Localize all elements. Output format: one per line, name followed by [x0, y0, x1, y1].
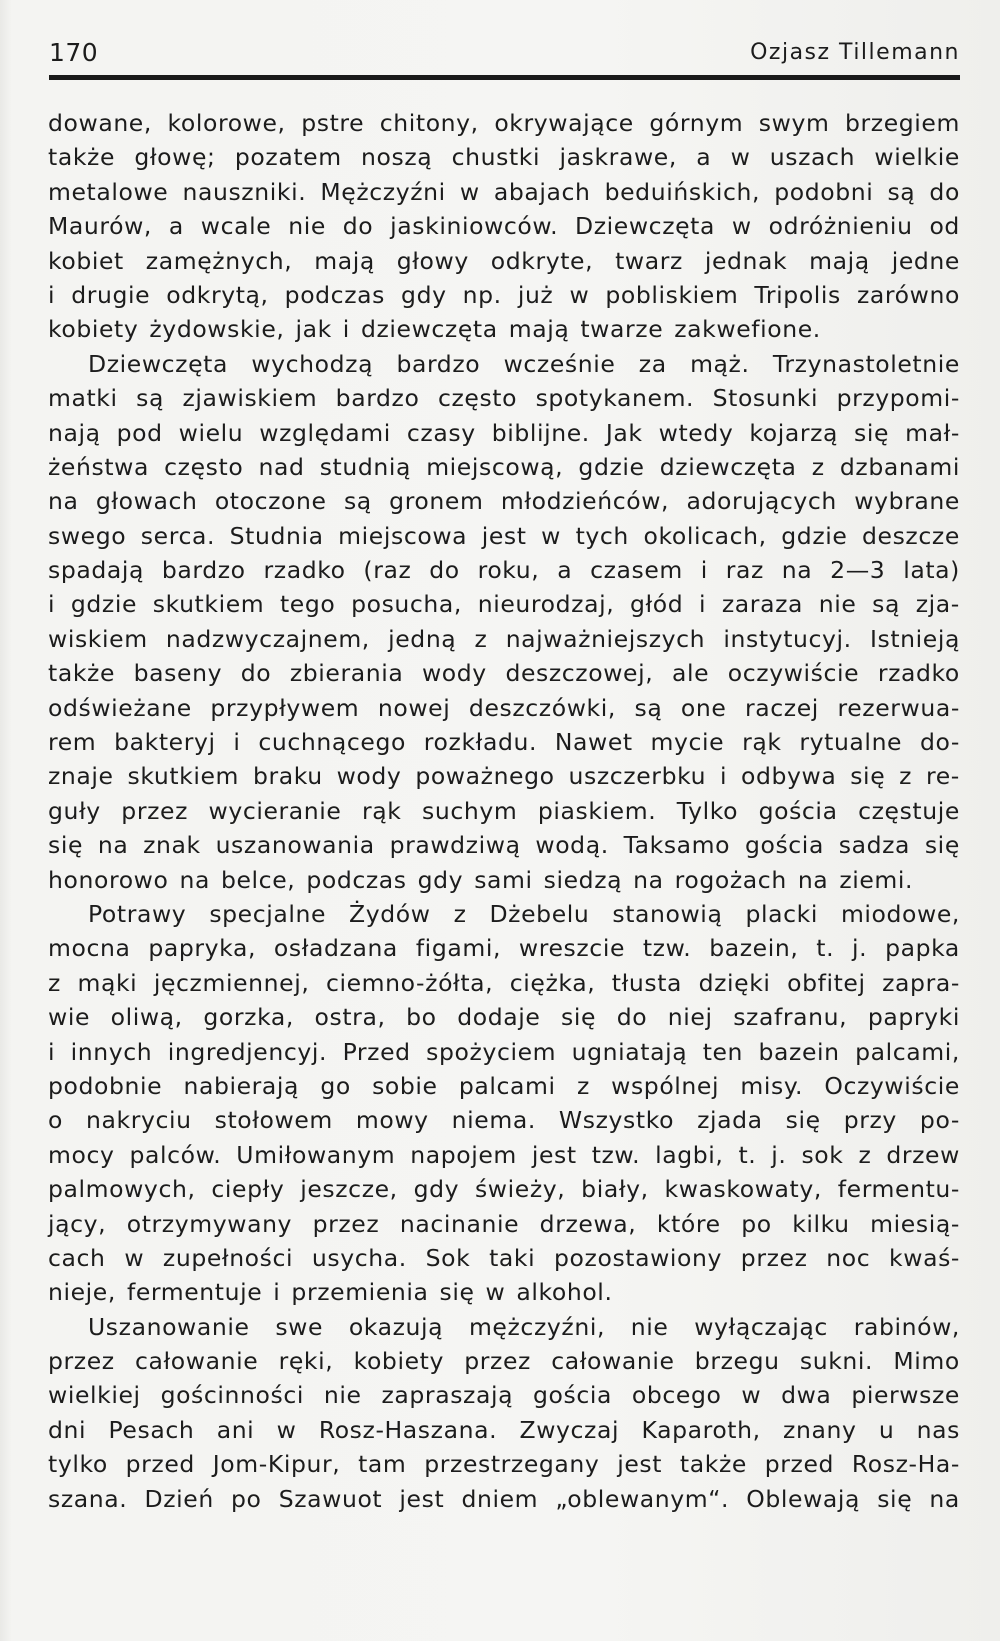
running-head	[49, 38, 960, 70]
paragraph	[48, 897, 960, 1310]
text-line: podobnie nabierają go sobie palcami z wspólnej misy. Oczywiście	[48, 1071, 960, 1100]
text-line: szana. Dzień po Szawuot jest dniem „oblewanym“. Oblewają się na	[48, 1484, 960, 1513]
page-number: 170	[49, 38, 99, 67]
text-line: i drugie odkrytą, podczas gdy np. już w pobliskiem Tripolis zarówno	[48, 280, 960, 309]
text-line: honorowo na belce, podczas gdy sami siedzą na rogożach na ziemi.	[48, 865, 914, 894]
text-line: się na znak uszanowania prawdziwą wodą. Taksamo gościa sadza się	[48, 831, 960, 860]
text-line: z mąki jęczmiennej, ciemno-żółta, ciężka, tłusta dzięki obfitej zapra-	[48, 968, 960, 997]
text-line: Dziewczęta wychodzą bardzo wcześnie za mąż. Trzynastoletnie	[88, 349, 960, 378]
text-line: matki są zjawiskiem bardzo często spotykanem. Stosunki przypomi-	[48, 384, 960, 413]
text-line: kobiety żydowskie, jak i dziewczęta mają twarze zakwefione.	[48, 315, 821, 344]
text-line: rem bakteryj i cuchnącego rozkładu. Nawet mycie rąk rytualne do-	[48, 728, 960, 757]
text-line: Maurów, a wcale nie do jaskiniowców. Dziewczęta w odróżnieniu od	[48, 212, 960, 241]
header-rule	[49, 75, 960, 80]
text-line: swego serca. Studnia miejscowa jest w tych okolicach, gdzie deszcze	[48, 521, 960, 550]
text-line: Potrawy specjalne Żydów z Dżebelu stanowią placki miodowe,	[88, 899, 960, 928]
text-line: znaje skutkiem braku wody poważnego uszczerbku i odbywa się z re-	[48, 762, 960, 791]
text-line: wie oliwą, gorzka, ostra, bo dodaje się do niej szafranu, papryki	[48, 1003, 960, 1032]
paragraph	[48, 347, 960, 897]
text-line: i gdzie skutkiem tego posucha, nieurodzaj, głód i zaraza nie są zja-	[48, 590, 960, 619]
text-line: dowane, kolorowe, pstre chitony, okrywające górnym swym brzegiem	[48, 109, 960, 137]
text-line: i innych ingredjencyj. Przed spożyciem ugniatają ten bazein palcami,	[48, 1037, 960, 1066]
text-line: tylko przed Jom-Kipur, tam przestrzegany jest także przed Rosz-Ha-	[48, 1450, 960, 1479]
text-line: nają pod wielu względami czasy biblijne. Jak wtedy kojarzą się mał-	[48, 418, 960, 447]
text-line: palmowych, ciepły jeszcze, gdy świeży, biały, kwaskowaty, fermentu-	[48, 1175, 960, 1204]
text-line: cach w zupełności usycha. Sok taki pozostawiony przez noc kwaś-	[48, 1243, 960, 1272]
text-line: odświeżane przypływem nowej deszczówki, są one raczej rezerwua-	[48, 693, 960, 722]
running-head-title: Ozjasz Tillemann	[750, 40, 960, 65]
text-line: wiskiem nadzwyczajnem, jedną z najważniejszych instytucyj. Istnieją	[48, 624, 960, 653]
text-line: Uszanowanie swe okazują mężczyźni, nie wyłączając rabinów,	[88, 1312, 960, 1341]
text-line: nieje, fermentuje i przemienia się w alkohol.	[48, 1278, 613, 1307]
body-text	[48, 106, 960, 1516]
text-line: wielkiej gościnności nie zapraszają gościa obcego w dwa pierwsze	[48, 1381, 960, 1410]
text-line: dni Pesach ani w Rosz-Haszana. Zwyczaj Kaparoth, znany u nas	[48, 1415, 960, 1444]
text-line: przez całowanie ręki, kobiety przez całowanie brzegu sukni. Mimo	[48, 1347, 960, 1376]
text-line: kobiet zamężnych, mają głowy odkryte, twarz jednak mają jedne	[48, 246, 960, 275]
text-line: mocy palców. Umiłowanym napojem jest tzw. lagbi, t. j. sok z drzew	[48, 1140, 960, 1169]
text-line: guły przez wycieranie rąk suchym piaskiem. Tylko gościa częstuje	[48, 796, 960, 825]
text-line: jący, otrzymywany przez nacinanie drzewa, które po kilku miesią-	[48, 1209, 960, 1238]
text-line: mocna papryka, osładzana figami, wreszcie tzw. bazein, t. j. papka	[48, 934, 960, 963]
paragraph	[48, 1310, 960, 1516]
paragraph	[48, 106, 960, 347]
text-line: także głowę; pozatem noszą chustki jaskrawe, a w uszach wielkie	[48, 143, 960, 172]
text-line: na głowach otoczone są gronem młodzieńców, adorujących wybrane	[48, 487, 960, 516]
text-line: także baseny do zbierania wody deszczowej, ale oczywiście rzadko	[48, 659, 960, 688]
text-line: metalowe nauszniki. Mężczyźni w abajach beduińskich, podobni są do	[48, 177, 960, 206]
text-line: spadają bardzo rzadko (raz do roku, a czasem i raz na 2—3 lata)	[48, 556, 960, 585]
text-line: żeństwa często nad studnią miejscową, gdzie dziewczęta z dzbanami	[48, 452, 960, 481]
text-line: o nakryciu stołowem mowy niema. Wszystko zjada się przy po-	[48, 1106, 960, 1135]
